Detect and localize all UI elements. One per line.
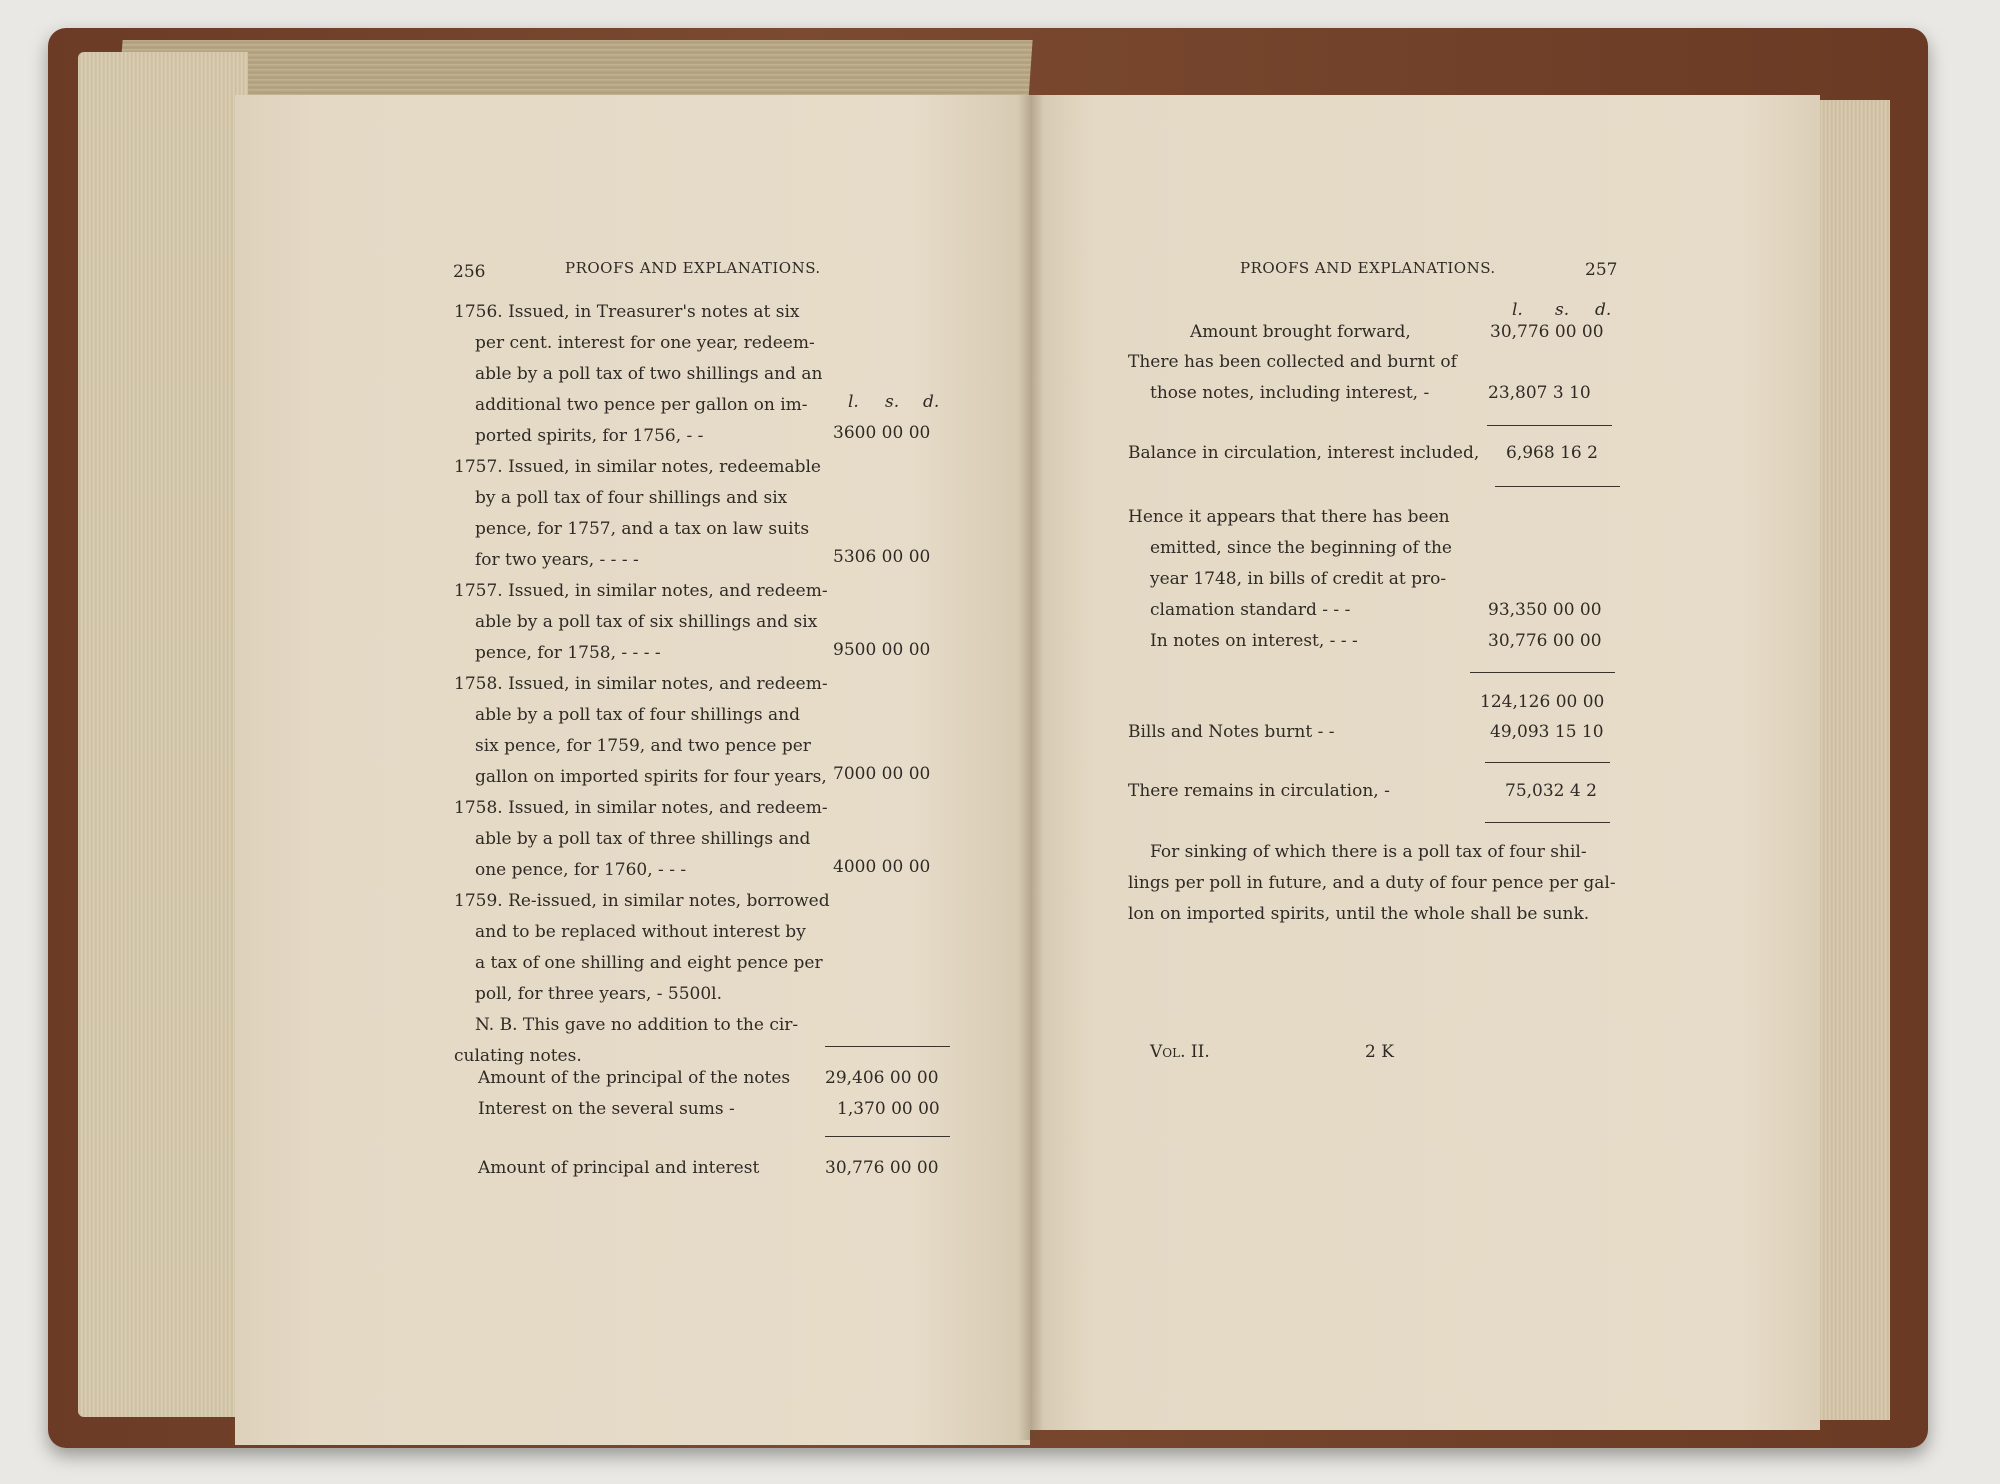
entry-amount: 7000 00 00 <box>833 764 931 784</box>
entry-line: additional two pence per gallon on im- <box>475 395 808 415</box>
entry-line: able by a poll tax of six shillings and six <box>475 612 818 632</box>
sum-rule <box>825 1136 950 1137</box>
entry-line: by a poll tax of four shillings and six <box>475 488 788 508</box>
summary-amount: 1,370 00 00 <box>837 1099 940 1119</box>
entry-amount: 4000 00 00 <box>833 857 931 877</box>
sum-rule <box>1495 486 1620 487</box>
entry-line: for two years, - - - - <box>475 550 639 570</box>
hence-line: clamation standard - - - <box>1150 600 1351 620</box>
entry-line: 1757. Issued, in similar notes, and redeem- <box>454 581 828 601</box>
balance-label: Balance in circulation, interest included, <box>1128 443 1480 463</box>
entry-line: and to be replaced without interest by <box>475 922 806 942</box>
entry-line: pence, for 1758, - - - - <box>475 643 661 663</box>
entry-line: able by a poll tax of two shillings and an <box>475 364 823 384</box>
entry-line: 1758. Issued, in similar notes, and redeem- <box>454 674 828 694</box>
entry-line: 1759. Re-issued, in similar notes, borrowed <box>454 891 830 911</box>
notes-interest-label: In notes on interest, - - - <box>1150 631 1358 651</box>
col-header-s: s. <box>1555 300 1570 320</box>
entry-line: 1757. Issued, in similar notes, redeemable <box>454 457 821 477</box>
left-page-number: 256 <box>453 262 486 282</box>
hence-line: year 1748, in bills of credit at pro- <box>1150 569 1447 589</box>
entry-line: culating notes. <box>454 1046 582 1066</box>
sum-rule <box>1485 762 1610 763</box>
remains-amount: 75,032 4 2 <box>1505 781 1597 801</box>
collected-line: There has been collected and burnt of <box>1128 352 1457 372</box>
notes-interest-amount: 30,776 00 00 <box>1488 631 1602 651</box>
brought-forward-label: Amount brought forward, <box>1190 322 1411 342</box>
entry-line: able by a poll tax of three shillings and <box>475 829 811 849</box>
burnt-label: Bills and Notes burnt - - <box>1128 722 1335 742</box>
col-header-d: d. <box>923 392 940 412</box>
entry-amount: 9500 00 00 <box>833 640 931 660</box>
col-header-d: d. <box>1595 300 1612 320</box>
col-header-s: s. <box>885 392 900 412</box>
hence-line: Hence it appears that there has been <box>1128 507 1450 527</box>
page-block-right <box>1810 100 1890 1420</box>
total-label: Amount of principal and interest <box>478 1158 760 1178</box>
entry-line: poll, for three years, - 5500l. <box>475 984 722 1004</box>
total-amount: 30,776 00 00 <box>825 1158 939 1178</box>
entry-line: a tax of one shilling and eight pence per <box>475 953 823 973</box>
right-page <box>1030 95 1820 1430</box>
collected-line: those notes, including interest, - <box>1150 383 1430 403</box>
summary-label: Amount of the principal of the notes <box>478 1068 791 1088</box>
entry-line: pence, for 1757, and a tax on law suits <box>475 519 810 539</box>
entry-line: 1756. Issued, in Treasurer's notes at six <box>454 302 800 322</box>
entry-line: six pence, for 1759, and two pence per <box>475 736 811 756</box>
closing-line: lings per poll in future, and a duty of four pence per gal- <box>1128 873 1616 893</box>
closing-line: For sinking of which there is a poll tax of four shil- <box>1150 842 1587 862</box>
col-header-l: l. <box>1512 300 1523 320</box>
volume-mark: Vol. II. <box>1150 1042 1210 1062</box>
entry-line: one pence, for 1760, - - - <box>475 860 687 880</box>
sum-rule <box>1487 425 1612 426</box>
col-header-l: l. <box>848 392 859 412</box>
remains-label: There remains in circulation, - <box>1128 781 1390 801</box>
hence-amount: 93,350 00 00 <box>1488 600 1602 620</box>
subtotal-amount: 124,126 00 00 <box>1480 692 1605 712</box>
balance-amount: 6,968 16 2 <box>1506 443 1598 463</box>
right-page-number: 257 <box>1585 260 1618 280</box>
summary-label: Interest on the several sums - <box>478 1099 735 1119</box>
entry-line: ported spirits, for 1756, - - <box>475 426 704 446</box>
collected-amount: 23,807 3 10 <box>1488 383 1591 403</box>
hence-line: emitted, since the beginning of the <box>1150 538 1452 558</box>
closing-line: lon on imported spirits, until the whole shall be sunk. <box>1128 904 1590 924</box>
entry-line: per cent. interest for one year, redeem- <box>475 333 815 353</box>
sum-rule <box>1470 672 1615 673</box>
entry-line: N. B. This gave no addition to the cir- <box>475 1015 799 1035</box>
sum-rule <box>825 1046 950 1047</box>
summary-amount: 29,406 00 00 <box>825 1068 939 1088</box>
entry-line: 1758. Issued, in similar notes, and redeem- <box>454 798 828 818</box>
signature-mark: 2 K <box>1365 1042 1394 1062</box>
page-block-left <box>78 52 248 1417</box>
right-running-head: PROOFS AND EXPLANATIONS. <box>1240 259 1496 277</box>
entry-line: gallon on imported spirits for four years, <box>475 767 827 787</box>
entry-line: able by a poll tax of four shillings and <box>475 705 800 725</box>
burnt-amount: 49,093 15 10 <box>1490 722 1604 742</box>
book-gutter <box>1018 95 1044 1440</box>
entry-amount: 5306 00 00 <box>833 547 931 567</box>
entry-amount: 3600 00 00 <box>833 423 931 443</box>
left-running-head: PROOFS AND EXPLANATIONS. <box>565 259 821 277</box>
brought-forward-amount: 30,776 00 00 <box>1490 322 1604 342</box>
sum-rule <box>1485 822 1610 823</box>
